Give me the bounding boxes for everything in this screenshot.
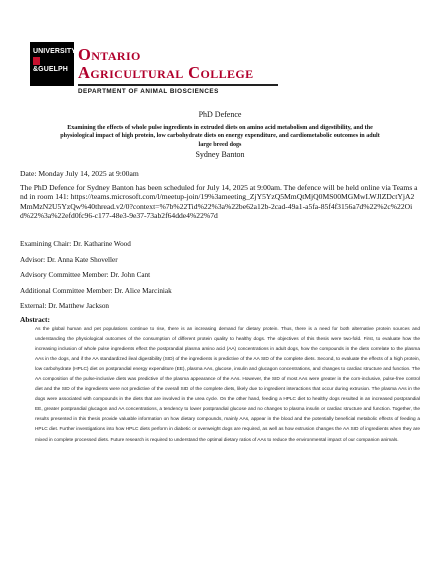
header-divider	[78, 84, 278, 86]
committee-member: Advisory Committee Member: Dr. John Cant	[20, 271, 151, 280]
committee-member: Advisor: Dr. Anna Kate Shoveller	[20, 255, 118, 264]
college-name-line-2: Agricultural College	[78, 63, 254, 82]
crest-icon	[33, 57, 40, 65]
committee-list	[20, 240, 420, 318]
announcement-text: The PhD Defence for Sydney Banton has been scheduled for July 14, 2025 at 9:00am. The defence will be held online via Teams and in room 141: https://teams.microsoft.com/l/meetup-join/19%3ameeting_ZjY5YzQ5MmQtMjQ0MS00MGMwLWJlZDctYjA2MmMzN2U5YzQw%40thread.v2/0?context=%7b%22Tid%22%3a%22be62a12b-2cad-49a1-a5fa-85f4f3156a7d%22%2c%22Oid%22%3a%22efd0fc96-c177-48e3-9e37-73ab2f64dde4%22%7d	[20, 183, 418, 221]
committee-member: External: Dr. Matthew Jackson	[20, 302, 110, 311]
abstract-heading: Abstract:	[20, 315, 50, 324]
logo-line-2: &GUELPH	[33, 57, 71, 75]
event-heading: PhD Defence	[198, 110, 242, 119]
university-of-guelph-logo	[30, 42, 77, 86]
logo-line-1: UNIVERSITY	[33, 48, 77, 55]
event-date: Date: Monday July 14, 2025 at 9:00am	[20, 169, 139, 178]
candidate-name: Sydney Banton	[195, 150, 245, 159]
department-name: DEPARTMENT OF ANIMAL BIOSCIENCES	[78, 87, 219, 95]
abstract-text: As the global human and pet populations continue to rise, there is an increasing demand for dietary protein. Thus, there is a need for both alternative protein sources and understanding the physiological outcomes of the consumption of different protein quality to healthy dogs. The objectives of this thesis were two-fold. First, to evaluate how the increasing inclusion of whole pulse ingredients effect the postprandial plasma amino acid (AA) concentrations in adult dogs, how the compounds in the diets correlate to the plasma AAs in the dogs, and if the AA standardized ileal digestibility (SID) of the ingredients is predictive of the AA SID of the complete diets. Second, to evaluate the effects of a high protein, low carbohydrate (HPLC) diet on postprandial energy expenditure (EE), plasma AAs, glucose, insulin and glucagon concentrations, and changes to cardiac structure and function. The AA composition of the pulse-inclusive diets was predictive of the plasma appearance of the AAs. However, the SID of most AAs were greater in the corn-inclusive, pulse-free control diet and the SID of the ingredients were not predictive of the overall SID of the complete diets, likely due to ingredient interactions that occur during extrusion. The plasma AAs in the dogs were associated with compounds in the diets that are involved in the urea cycle. On the other hand, feeding a HPLC diet to healthy dogs resulted in an increased postprandial EE, greater postprandial glucagon and AA concentrations, a tendency to lower postprandial glucose and no changes to plasma insulin or cardiac structure and function. Together, the results presented in this thesis provide valuable information on how dietary compounds, mainly AAs, appear in the blood and the potentially beneficial metabolic effects of feeding a HPLC diet. Further investigations into how HPLC diets perform in diabetic or overweight dogs are required, as well as how extrusion changes the AA SID of ingredients when they are mixed in complete processed diets. Future research is required to understand the optimal dietary ratios of AAs to reduce the environmental impact of our companion animals.	[35, 327, 420, 443]
committee-member: Examining Chair: Dr. Katharine Wood	[20, 240, 131, 248]
college-wordmark	[78, 46, 278, 95]
thesis-title: Examining the effects of whole pulse ingredients in extruded diets on amino acid metabolism and digestibility, and the physiological impact of high protein, low carbohydrate diets on energy expenditure, and cardiometabolic outcomes in adult large breed dogs	[60, 125, 380, 148]
committee-member: Additional Committee Member: Dr. Alice Marciniak	[20, 286, 172, 295]
college-name-line-1: Ontario	[78, 45, 141, 64]
